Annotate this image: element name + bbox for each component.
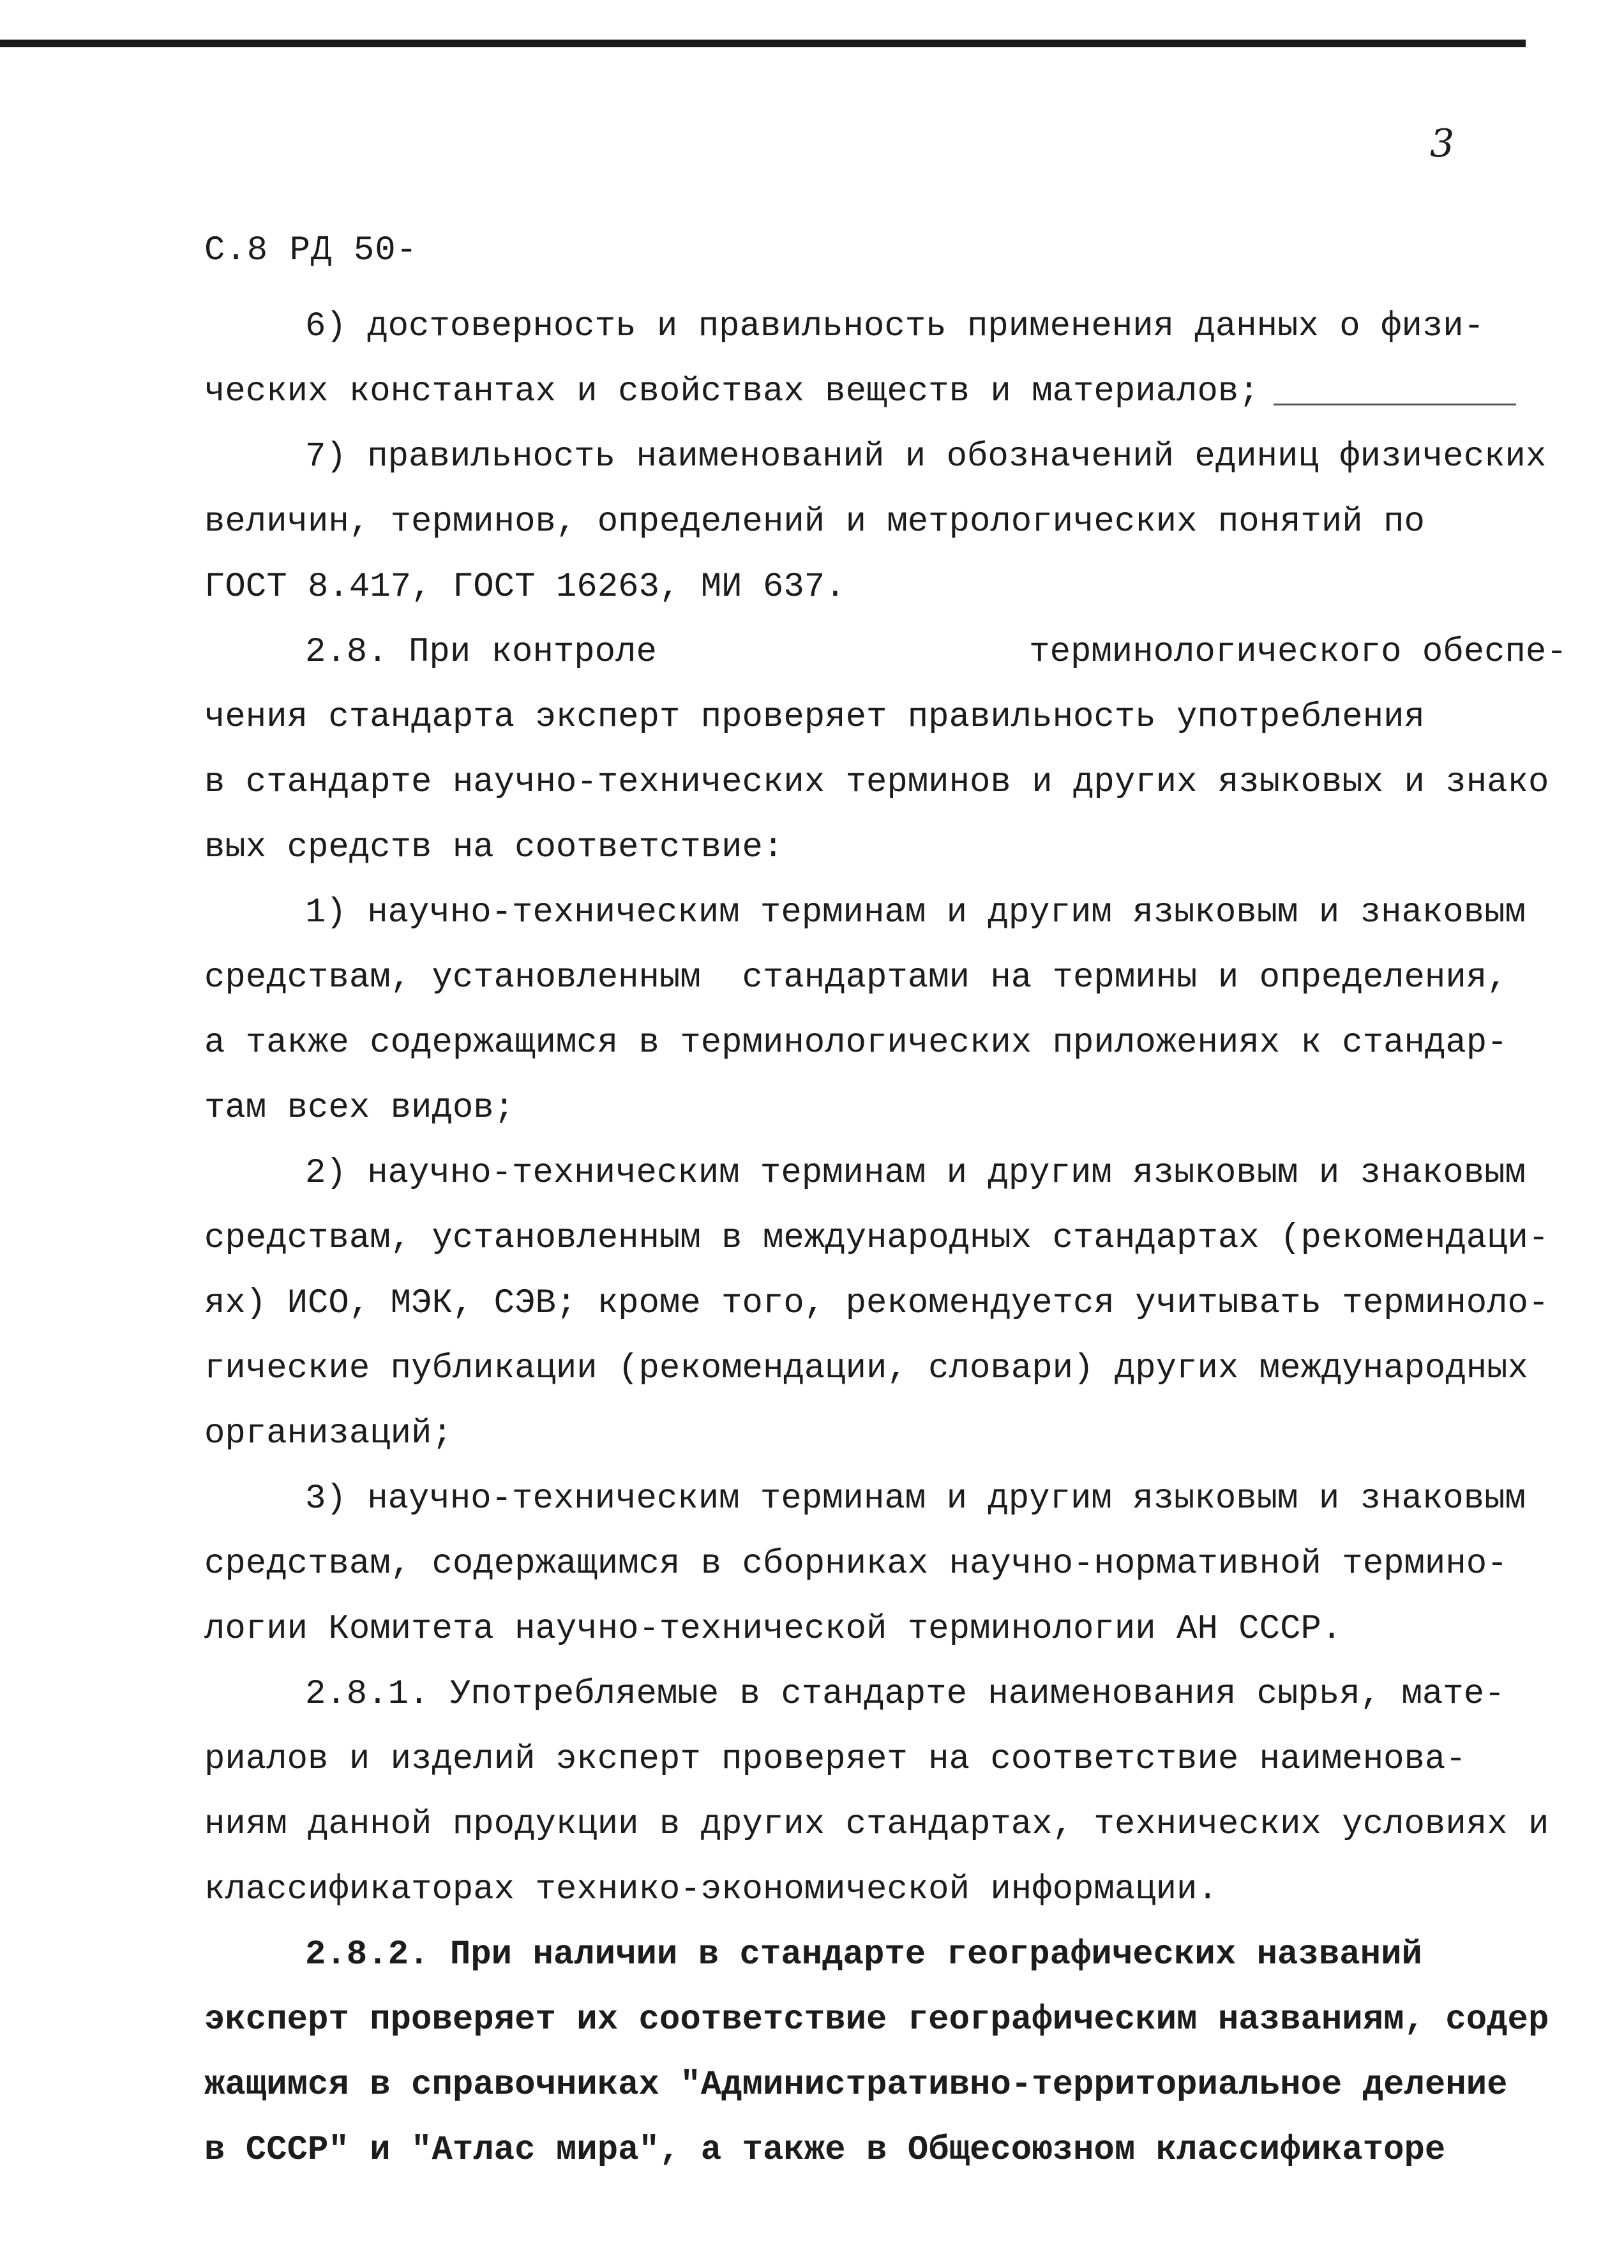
text-line: средствам, установленным стандартами на термины и определения, xyxy=(204,958,1508,997)
text-line: классификаторах технико-экономической информации. xyxy=(204,1870,1218,1909)
text-line: средствам, установленным в международных стандартах (рекомендаци- xyxy=(204,1219,1549,1258)
page-number: 3 xyxy=(1430,121,1455,166)
text-line: жащимся в справочниках "Административно-территориальное деление xyxy=(204,2066,1508,2105)
text-line: ческих константах и свойствах веществ и материалов; xyxy=(204,372,1259,411)
text-line: средствам, содержащимся в сборниках научно-нормативной термино- xyxy=(204,1545,1508,1584)
text-line: 6) достоверность и правильность применения данных о физи- xyxy=(305,307,1485,346)
text-line: 2.8.2. При наличии в стандарте географических названий xyxy=(305,1935,1422,1974)
text-line: гические публикации (рекомендации, словари) других международных xyxy=(204,1349,1528,1388)
text-line: 7) правильность наименований и обозначений единиц физических xyxy=(305,437,1547,476)
text-line: 2.8. При контроле терминологического обеспе- xyxy=(305,633,1567,672)
text-line: 3) научно-техническим терминам и другим языковым и знаковым xyxy=(305,1479,1526,1518)
text-line: эксперт проверяет их соответствие географическим названиям, содер xyxy=(204,2000,1549,2039)
text-line: организаций; xyxy=(204,1414,453,1453)
fill-rule xyxy=(1274,404,1516,405)
text-line: там всех видов; xyxy=(204,1089,515,1128)
text-line: ГОСТ 8.417, ГОСТ 16263, МИ 637. xyxy=(204,568,846,607)
document-header-code: С.8 РД 50- xyxy=(204,231,418,270)
top-scan-rule xyxy=(0,40,1526,47)
text-line: величин, терминов, определений и метрологических понятий по xyxy=(204,503,1425,541)
text-line: риалов и изделий эксперт проверяет на соответствие наименова- xyxy=(204,1740,1466,1779)
text-line: 2.8.1. Употребляемые в стандарте наименования сырья, мате- xyxy=(305,1675,1505,1714)
text-line: чения стандарта эксперт проверяет правильность употребления xyxy=(204,698,1425,737)
text-line: в СССР" и "Атлас мира", а также в Общесоюзном классификаторе xyxy=(204,2131,1446,2170)
text-line: 1) научно-техническим терминам и другим языковым и знаковым xyxy=(305,893,1526,932)
text-line: в стандарте научно-технических терминов и других языковых и знако xyxy=(204,763,1549,802)
text-line: логии Комитета научно-технической терминологии АН СССР. xyxy=(204,1610,1342,1649)
text-line: ях) ИСО, МЭК, СЭВ; кроме того, рекомендуется учитывать терминоло- xyxy=(204,1284,1549,1323)
text-line: 2) научно-техническим терминам и другим языковым и знаковым xyxy=(305,1154,1526,1193)
text-line: вых средств на соответствие: xyxy=(204,828,784,867)
text-line: а также содержащимся в терминологических приложениях к стандар- xyxy=(204,1024,1508,1062)
text-line: ниям данной продукции в других стандартах, технических условиях и xyxy=(204,1805,1549,1844)
